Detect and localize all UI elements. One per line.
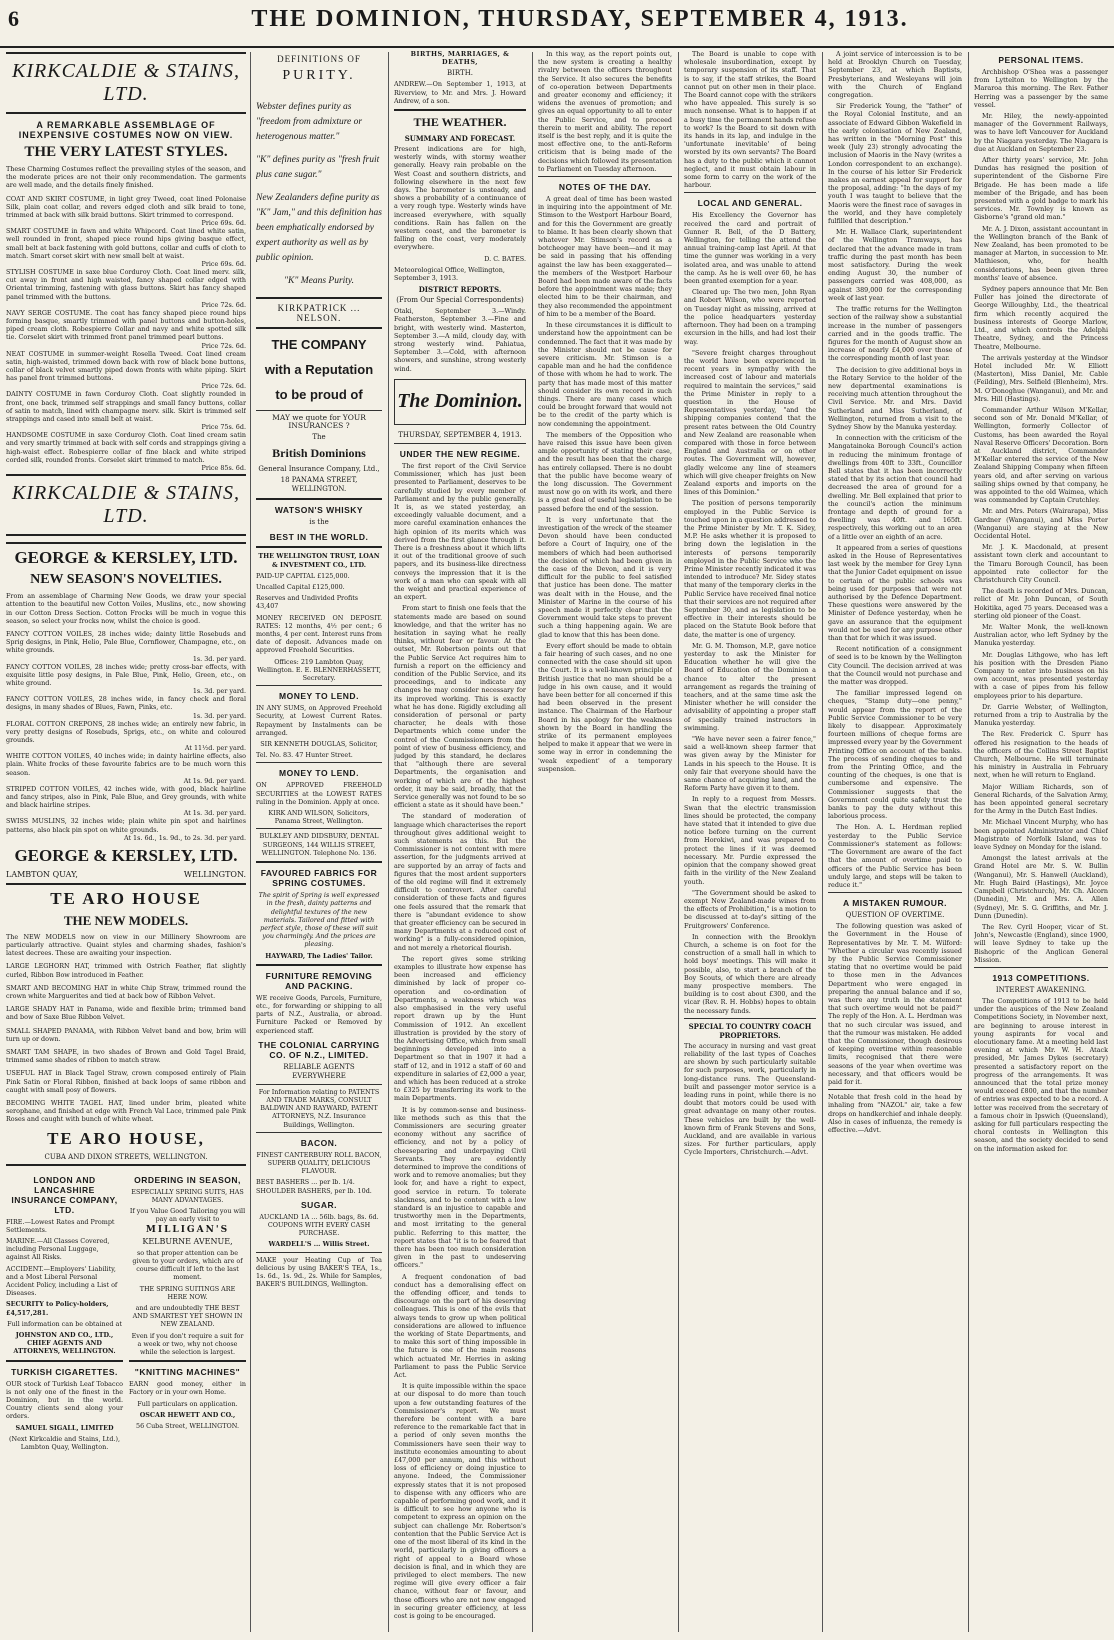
personal-para: Major William Richards, son of General Richards, of the Salvation Army, has been appointed general secretary for the Army in the Dutch East Indies. [974, 782, 1108, 816]
patent-ad: For Information relating to PATENTS AND TRADE MARKS, CONSULT BALDWIN AND RAYWARD, PATENT ATTORNEYS, N.Z. Insurance Buildings, Wellington. [258, 1087, 380, 1129]
weather-sub: SUMMARY AND FORECAST. [404, 134, 516, 144]
km-text: EARN good money, either in Factory or in your own Home. [129, 1380, 246, 1397]
trust-line: Reserves and Undivided Profits 43,407 [256, 594, 359, 611]
personal-para: Mr. Hiley, the newly-appointed manager of the Government Railways, was to have left Vancouver for Auckland by the Niagara yesterday. The Niagara is due at Auckland on September 23. [974, 112, 1108, 153]
bd-sub: General Insurance Company, Ltd., [258, 465, 380, 474]
te-aro-address: CUBA AND DIXON STREETS, WELLINGTON. [44, 1152, 208, 1161]
te-aro-item: SMALL SHAPED PANAMA, with Ribbon Velvet band and bow, brim will turn up or down. [6, 1026, 246, 1043]
trust-title: THE WELLINGTON TRUST, LOAN & INVESTMENT CO., LTD. [258, 552, 380, 569]
bacon-title: BACON. [300, 1137, 338, 1148]
kirkcaldie-lead: These Charming Costumes reflect the prevailing styles of the season, and the moderate prices are not their only recommendation. The garments are well made, and the details finely finished. [6, 165, 246, 190]
te-aro-item: BECOMING WHITE TAGEL HAT, lined under brim, pleated white serophane, and finished at edge with French Val Lace, trimmed pale Pink Roses and caught with bunch of white wheat. [6, 1099, 246, 1124]
company-line-2: with a Reputation [264, 362, 374, 377]
te-aro-item: USEFUL HAT in Black Tagel Straw, crown composed entirely of Plain Pink Satin or Floral Ribbon, finished at back loops of same ribbon and caught with small posy of flowers. [6, 1069, 246, 1094]
nazol-ad: Notable that fresh cold in the head by inhaling from "NAZOL" air, take a few drops on handkerchief and inhale deeply. Also in cases of influenza, the remedy is effective.—Advt. [828, 1093, 962, 1134]
trust-deposit: MONEY RECEIVED ON DEPOSIT. RATES: 12 months, 4½ per cent.; 6 months, 4 per cent. Interest runs from date of deposit. Advances made on approved Freehold Securities. [256, 613, 382, 655]
sugar-text: AUCKLAND 1A ... 56lb. bags, 8s. 6d. COUPONS WITH EVERY CASH PURCHASE. [259, 1212, 379, 1238]
local-para: Mr. G. M. Thomson, M.P., gave notice yesterday to ask the Minister for Education whether he will give the Board of Education of the Dominion a chance to alter the present arrangement as regards the training of teachers, and at the same time ask the Minister whether he will consider the advisability of appointing a proper staff of specially trained instructors in swimming. [684, 641, 816, 732]
ll-line: MARINE.—All Classes Covered, including Personal Luggage, against All Risks. [6, 1237, 110, 1262]
local-para: The traffic returns for the Wellington section of the railway show a substantial increase in the number of passengers carried and in the goods traffic. The figures for the month of August show an increase of nearly £4,000 over those of the corresponding month of last year. [828, 305, 962, 363]
column-rule [968, 52, 969, 1632]
editorial [394, 462, 526, 1620]
local-general [684, 211, 816, 1014]
personal-para: Mr. J. K. Macdonald, at present assistant town clerk and accountant to the Timaru Borough Council, has been appointed rate collector for the Christchurch City Council. [974, 543, 1108, 584]
tc-addr: (Next Kirkcaldie and Stains, Ltd.), Lambton Quay, Wellington. [9, 1434, 120, 1452]
oe-line: KELBURNE AVENUE, [142, 1236, 233, 1246]
district-sub: (From Our Special Correspondents) [396, 296, 524, 305]
editorial-para: A frequent condonation of bad conduct has a demoralising effect on the offending officer, and tends to discourage on the part of his deserving colleagues. This is one of the evils that always tends to grow up when political considerations are allowed to influence the working of State Departments, and to make this sort of thing impossible in the future is one of the main reasons which actuated Mr. Herries in asking Parliament to pass the Public Service Act. [394, 1272, 526, 1380]
personal-title: PERSONAL ITEMS. [998, 55, 1084, 65]
local-para: His Excellency the Governor has received the card and portrait of Gunner R. Bell, of the D Battery, Wellington, for telling the attend the annual training-camp last April. At that time the gunner was working in a very isolated area, and was unable to attend the camp. As he is well over 60, he has been granted exemption for a year. [684, 211, 816, 286]
competitions [974, 997, 1108, 1153]
district-title: DISTRICT REPORTS. [418, 285, 502, 295]
te-aro-item: SMART TAM SHAPE, in two shades of Brown and Gold Tagel Braid, trimmed same shades of ribbon to match straw. [6, 1048, 246, 1065]
oe-line: If you Value Good Tailoring you will pay an early visit to [129, 1207, 246, 1224]
personal-para: Archbishop O'Shea was a passenger from Lyttelton to Wellington by the Mararoa this morning. The Rev. Father Herring was a passenger by the same vessel. [974, 68, 1108, 109]
kirkcaldie-item: NAVY SERGE COSTUME. The coat has fancy shaped piece round hips forming basque, smartly trimmed with panel buttons and button-holes, piped cream cloth. Robespierre Collar and navy and white spotted silk tie. Corselet skirt with trimmed front panel trimmed pearl buttons. Price 72s. 6d. [6, 308, 246, 350]
oe-line: THE SPRING SUITINGS ARE HERE NOW. [139, 1284, 236, 1301]
local-continued [828, 50, 962, 889]
ll-line: Full information can be obtained at [7, 1319, 122, 1328]
column-rule [250, 52, 251, 1632]
london-lancashire-ad [6, 1170, 123, 1455]
local-para: In connection with the Brooklyn Church, a scheme is on foot for the construction of a small hall in which to hold boys' meetings. This will make it possible, also, to start a branch of the Boy Scouts, of which there are already many prospective members. The building is to cost about £300, and the vicar (Rev. R. H. Hobbs) hopes to obtain the necessary funds. [684, 932, 816, 1015]
competitions-title: 1913 COMPETITIONS. [992, 972, 1090, 983]
george-kersley-footer: GEORGE & KERSLEY, LTD. [14, 845, 238, 865]
gk-item: SWISS MUSLINS, 32 inches wide; plain white pin spot and hairlines patterns, also black pin spot on white grounds. At 1s. 6d., 1s. 9d., to 2s. 3d. per yard. [6, 817, 246, 842]
kirkcaldie-header: KIRKCALDIE & STAINS, LTD. [6, 52, 246, 114]
ll-line: SECURITY to Policy-holders, £4,517,281. [6, 1300, 109, 1317]
notes-title: NOTES OF THE DAY. [558, 182, 652, 193]
local-para: Mr. H. Wallace Clark, superintendent of the Wellington Tramways, has declared that the advance made in tram traffic during the past month has been most satisfactory. During the week ending August 30, the number of passengers carried was 408,000, as against 389,000 for the corresponding week of last year. [828, 228, 962, 302]
colonial-title: THE COLONIAL CARRYING CO. OF N.Z., LIMITED. [258, 1039, 380, 1060]
bacon-text: FINEST CANTERBURY ROLL BACON, SUPERB QUALITY, DELICIOUS FLAVOUR. [256, 1150, 382, 1176]
personal-para: Commander Arthur Wilson M'Kellar, second son of Mr. Donald M'Kellar, of Wellington, formerly Collector of Customs, has been awarded the Royal Naval Reserve Officers' Decoration. Born at Auckland district, Commander M'Kellar entered the service of the New Zealand Shipping Company when fifteen years old, and after serving on various sailing ships owned by that company, he was appointed to the old Waimea, which was commanded by Captain Crutchley. [974, 405, 1108, 505]
ll-line: ACCIDENT.—Employers' Liability, and a Most Liberal Personal Accident Policy, including a List of Diseases. [6, 1264, 118, 1298]
personal-items [974, 68, 1108, 964]
personal-para: Mr. Walter Monk, the well-known Australian actor, who left Sydney by the Manuka yesterday. [974, 623, 1108, 648]
personal-para: The Rev. Cyril Hooper, vicar of St. John's, Newcastle (England), since 1900, will leave Sydney to take up the Bishopric of the Anglican General Mission. [974, 922, 1108, 964]
purity-heading: PURITY. [282, 68, 356, 83]
ll-line: FIRE.—Lowest Rates and Prompt Settlements. [6, 1217, 115, 1234]
birth-label: BIRTH. [446, 69, 474, 78]
gk-item: WHITE COTTON VOILES, 40 inches wide; in dainty hairline effects, also plain. White frocks of these favourite fabrics are to be much worn this season. At 1s. 9d. per yard. [6, 752, 246, 785]
editorial-para: The report gives some striking examples to illustrate how expense has been increased and efficiency diminished by lack of proper co-operation and co-ordination of Departments, a weakness which was also emphasised in the very useful report drawn up by the Hunt Commission of 1912. An excellent illustration is provided by the story of the Advertising Office, which from small beginnings developed into a Department so that in 1907 it had a staff of 12, and in 1912 a staff of 60 and expenditure in salaries of £2,000 a year, and which has been reduced at a stroke to £325 by transferring its work to the main Departments. [394, 954, 526, 1103]
trust-line: Uncalled Capital £125,000. [256, 583, 345, 592]
oe-title: ORDERING IN SEASON, [134, 1174, 241, 1185]
personal-para: Mr. A. J. Dixon, assistant accountant in the Wellington branch of the Bank of New Zealand, has been promoted to be manager at Marton, in succession to Mr. Mathieson, who, for health considerations, has been given three months' leave of absence. [974, 224, 1108, 282]
special-text: The accuracy in nursing and vast great reliability of the last types of Coaches are shown by such particularly suitable for such purposes, work, particularly in long-distance runs. The Queensland-built and passenger motor service is a leading runs in point, while there is no doubt that motors could be used with great advantage on many other routes. These vehicles are built by the well-known firm of Frank Stevens and Sons, Auckland, and are available in various sizes. For further particulars, apply Cycle Importers, Christchurch.—Advt. [684, 1041, 816, 1157]
george-kersley-address [6, 870, 246, 879]
km-title: "KNITTING MACHINES" [134, 1367, 241, 1378]
local-title: LOCAL AND GENERAL. [697, 198, 803, 209]
address-right: WELLINGTON. [183, 869, 246, 879]
kirkcaldie-item: SMART COSTUME in fawn and white Whipcord. Coat lined white satin, well rounded in front, shaped piece round hips giving basque effect, small belt at back fastening with gold buttons, collar and cuffs of cloth to match. Smart corset skirt with new small belt at waist. Price 69s. 6d. [6, 227, 246, 269]
column-3 [394, 50, 526, 1632]
gk-item: STRIPED COTTON VOILES, 42 inches wide, with good, black hairline and fancy stripes, also in Pink, Pale Blue, and Grey grounds, with white and black hairline stripes. At 1s. 3d. per yard. [6, 784, 246, 818]
address-left: LAMBTON QUAY, [6, 869, 78, 879]
te-aro-item: LARGE SHADY HAT in Panama, wide and flexible brim; trimmed band and bow of Saxe Blue Ribbon Velvet. [6, 1005, 246, 1022]
milligan-ad [129, 1170, 246, 1455]
ll-title: LONDON AND LANCASHIRE INSURANCE COMPANY, LTD. [11, 1174, 118, 1215]
editorial-para: The first report of the Civil Service Commissioner, which has just been presented to Parliament, deserves to be carefully studied by every member of Parliament and by the public generally. It is, as we stated yesterday, an exceedingly valuable document, and a more careful examination enhances the high opinion of its merits which was derived from the first glance through it. There is a freshness about it which lifts it out of the traditional groove of such papers, and its business-like directness conveys the impression that it is the work of a man who can speak with all the weight and practical experience of an expert. [394, 461, 526, 602]
mistaken-rumour [828, 922, 962, 1086]
notes-para: The members of the Opposition who have raised this issue have been given ample opportunity of stating their case, and the result has been that the charge has entirely collapsed. There is no doubt that the public have become weary of the long discussion. The Government must now go on with its work, and there is a great deal of useful legislation to be passed before the end of the session. [538, 430, 672, 513]
editorial-para: It is by common-sense and business-like methods such as this that the Commissioners are securing greater economy without any sacrifice of efficiency, and not by a policy of cheeseparing and underpaying Civil Servants. They are evidently determined to improve the conditions of work and to remove anomalies; but they look for, and have a right to expect, good service in return. To tolerate slackness, and to be content with a low standard is an injustice to capable and trustworthy men in the Departments, and most irritating to the general public. Referring to this matter, the report states that "it is to be feared that there has been too much consideration given in the past to undeserving officers." [394, 1105, 526, 1270]
kirkcaldie-footer: KIRKCALDIE & STAINS, LTD. [6, 474, 246, 536]
personal-para: Sydney papers announce that Mr. Ben Fuller has joined the directorate of George Willoughby, Ltd., the theatrical firm which recently acquired the business interests of George Marlow, Ltd., and which controls the Adelphi Theatre, Sydney, and the Princess Theatre, Melbourne. [974, 285, 1108, 351]
weather-sig: D. C. BATES. [484, 254, 526, 263]
newspaper-title: THE DOMINION, THURSDAY, SEPTEMBER 4, 1913. [251, 6, 909, 32]
editorial-para: The standard of moderation of language which characterises the report throughout gives additional weight to such statements as this. But the Commissioner is not content with mere assertion, for the judgments arrived at are supported by an array of facts and figures that the most ardent supporters of the old regime will find it extremely difficult to controvert. After careful consideration of these facts and figures one feels assured that the remark that there is "abundant evidence to show that greater efficiency can be secured in many Departments at a reduced cost of working" is a fully-considered opinion, and not merely a rhetorical flourish. [394, 812, 526, 952]
mistaken-rumour-sub: QUESTION OF OVERTIME. [845, 911, 945, 920]
local-para: Sir Frederick Young, the "father" of the Royal Colonial Institute, and an associate of Edward Gibbon Wakefield in the early colonisation of New Zealand, has written in the "Morning Post" this week (July 23) strongly advocating the inclusion of Maoris in the Navy (writes a London correspondent to an exchange). In the course of his letter Sir Frederick makes an earnest appeal for support for the proposal, adding: "In the days of my youth I was taught to believe that the Maoris were the finest race of savages in the world, and they have completely fulfilled that description." [828, 102, 962, 226]
column-rule [678, 52, 679, 1632]
personal-para: The arrivals yesterday at the Windsor Hotel included Mr. W. Elliott (Masterton), Miss Daniel, Mr. Cable (Feilding), Mrs. Selfield (Blenheim), Mrs. M. O'Donoghue (Wanganui), and Mr. and Mrs. Hill (Hastings). [974, 353, 1108, 403]
kirkcaldie-item: HANDSOME COSTUME in saxe Corduroy Cloth. Coat lined cream satin and very smartly trimmed at back with self cords and strappings giving a high-waist effect. Robespierre collar of fine black and white striped corded silk, rounded fronts. Corselet skirt trimmed to match. Price 85s. 6d. [6, 431, 246, 473]
masthead [0, 0, 1114, 48]
notes-para: The Board is unable to cope with wholesale insubordination, except by temporary suspension of its staff. That is to say, if the staff strikes, the Board cannot put on other men in their place. The Board cannot cope with the strikers who have appealed. This surely is so much nonsense. What is to happen if at a busy time the permanent hands refuse to work? Is the Board to sit down with its hands in its lap, and indulge in the 'unfortunate inevitable' of being worsted by its own servants? The Board has a duty to the public which it cannot neglect, and it must obtain labour in some form to carry on the work of the harbour. [684, 50, 816, 190]
tc-sig: SAMUEL SIGALL, LIMITED [15, 1423, 114, 1432]
local-para: The decision to give additional boys in the Rotary Service to the holder of the new departmental examinations is receiving much attention throughout the Civil Service. Mr. and Mrs. David Sutherland and Miss Sutherland, of Wellington, returned from a visit to the Sydney Show by the Manuka yesterday. [828, 365, 962, 431]
competitions-text: The Competitions of 1913 to be held under the auspices of the New Zealand Competitions Society, in November next, are beginning to arouse interest in young aspirants for vocal and elocutionary fame. At a meeting held last evening at which Mr. W. H. Atack presided, Mr. James Dykes (secretary) presented a satisfactory report on the progress of the arrangements. It was announced that the total prize money would exceed £800, and that the number of entries was expected to be a record. A letter was received from the secretary of a famous choir in Ipswich (Queensland), asking for full particulars respecting the choral contests in Wellington this season, and the society decided to send on the information asked for. [974, 996, 1108, 1153]
definitions-label: DEFINITIONS OF [277, 54, 361, 64]
webster-definition: Webster defines purity as "freedom from admixture or heterogenous matter." [256, 102, 363, 142]
lend1-sig: SIR KENNETH DOUGLAS, Solicitor, [260, 740, 378, 749]
kirkcaldie-item: NEAT COSTUME in summer-weight Rosella Tweed. Coat lined cream satin, high-waisted, trimmed down back with row of black bone buttons, collar of black velvet smartly piped down fronts with white piping. Skirt has panel front trimmed buttons. Price 72s. 6d. [6, 349, 246, 391]
oe-line: so that proper attention can be given to your orders, which are of course difficult if left to the last moment. [132, 1248, 243, 1282]
editorial-continued [538, 50, 672, 173]
birth-notice: ANDREW.—On September 1, 1913, at Riverview, to Mr. and Mrs. J. Howard Andrew, of a son. [394, 80, 526, 105]
column-6 [828, 50, 962, 1632]
gk-item: FANCY COTTON VOILES, 28 inches wide, in fancy check and floral designs, in many shades of Blues, Fawn, Pinks, etc. 1s. 3d. per yard. [6, 695, 246, 720]
local-para: The position of persons temporarily employed in the Public Service is touched upon in a question addressed to the Prime Minister by Mr. T. K. Sidey, M.P. He asks whether it is proposed to bring down the legislation in the interests of persons temporarily employed in the Public Service who the Prime Minister recently indicated it was intended to introduce? Mr. Sidey states that many of the temporary clerks in the Public Service have received final notice that their services are not required after September 30, and as legislation to be effective in their interests should be placed on the Statute Book before that date, the matter is one of urgency. [684, 499, 816, 639]
notes-para: In these circumstances it is difficult to understand how the appointment can be condemned. The fact that it was made by the Minister should not be cause for severe criticism. Mr. Stimson is a capable man and he had the confidence of those with whom he had to work. The party that has made most of this matter should consider its own record in such things. There are many cases which could be brought forward that would not be to the credit of the party which is now condemning the appointment. [538, 321, 672, 428]
british-dominions: British Dominions [272, 446, 366, 461]
column-7 [974, 50, 1108, 1632]
kirkcaldie-items [6, 195, 246, 472]
notes-para: A great deal of time has been wasted in inquiring into the appointment of Mr. Stimson to the Westport Harbour Board, and for this the Government are greatly to blame. It has been clearly shown that whatever Mr. Stimson's record as a botcheoger may have been—and it may be said in passing that his offending against the law has been exaggerated—the members of the Westport Harbour Board had been made aware of the facts before the appointment was made; they elected him to be their chairman, and they also recommended the appointment of him to be a member of the Board. [538, 195, 672, 318]
george-kersley-lead: From an assemblage of Charming New Goods, we draw your special attention to the beautiful new Cotton Voiles, Muslins, etc., now showing in our Cotton Dress Section. Cotton Frocks will be much in vogue this season, so select your frocks now, whilst the choice is good. [6, 592, 246, 625]
company-line-1: THE COMPANY [271, 337, 367, 352]
k-definition: "K" defines purity as "fresh fruit plus cane sugar." [256, 155, 380, 180]
ll-line: JOHNSTON AND CO., LTD., CHIEF AGENTS AND ATTORNEYS, WELLINGTON. [13, 1331, 116, 1356]
weather-office: Meteorological Office, Wellington, September 3, 1913. [394, 265, 505, 283]
date-line: THURSDAY, SEPTEMBER 4, 1913. [398, 430, 522, 439]
k-means-purity: "K" Means Purity. [284, 276, 354, 286]
page-number: 6 [8, 6, 19, 31]
column-rule [532, 52, 533, 1632]
dominion-flag: The Dominion. [394, 379, 526, 425]
personal-para: Mr. Michael Vincent Murphy, who has been appointed Administrator and Chief Magistrate of Norfolk Island, was to leave Sydney on Monday for the island. [974, 818, 1108, 852]
bd-address: 18 PANAMA STREET, WELLINGTON. [280, 476, 358, 494]
column-4 [538, 50, 672, 1632]
fabrics-sig: HAYWARD, The Ladies' Tailor. [265, 951, 373, 960]
wardell-sig: WARDELL'S ... Willis Street. [268, 1240, 370, 1249]
editorial-title: UNDER THE NEW REGIME. [399, 448, 521, 459]
personal-para: Mr. Douglas Lithgowe, who has left his position with the Dresden Piano Company to enter into business on his own account, was presented yesterday with a case of pipes from his fellow employees prior to his departure. [974, 650, 1108, 700]
whisky-1: WATSON'S WHISKY [274, 505, 364, 516]
kirkcaldie-item: STYLISH COSTUME in saxe blue Corduroy Cloth. Coat lined merv. silk, cut away in front and high waisted, fancy shaped collar edged with Oriental trimming, fastening with glass buttons. Skirt has fancy shaped panel trimmed with the buttons. Price 72s. 6d. [6, 268, 246, 309]
local-para: Recent notification of a consignment of seed is to be known by the Wellington City Council. The decision arrived at was that the Council would not purchase and the matter was dropped. [828, 645, 962, 687]
notes-para: It is very unfortunate that the investigation of the wreck of the steamer Devon should have been conducted before a Court of Inquiry, one of the members of which had been authorised the decision of which had been given in the case of the Devon, and it is very difficult for the public to feel satisfied that justice has been done. The matter was dealt with in the House, and the Minister of Marine in the course of his speech made it perfectly clear that the Government would take steps to prevent such a thing happening again. We are glad to know that this has been done. [538, 515, 672, 639]
george-kersley-header: GEORGE & KERSLEY, LTD. [6, 542, 246, 568]
lend1-text: IN ANY SUMS, on Approved Freehold Security, at Lowest Current Rates. Repayment by Instalments can be arranged. [256, 704, 382, 737]
company-line-3: to be proud of [275, 387, 363, 402]
lend2-text: ON APPROVED FREEHOLD SECURITIES at the LOWEST RATES ruling in the Dominion. Apply at once. [256, 781, 382, 806]
column-rule [388, 52, 389, 1632]
lend2-sig: KIRK AND WILSON, Solicitors, Panama Street, Wellington. [268, 809, 370, 826]
the-label: The [312, 433, 326, 442]
km-sig: OSCAR HEWETT AND CO., [139, 1410, 236, 1419]
insure-line: MAY we quote for YOUR INSURANCES ? [272, 413, 366, 431]
dentist-ad: BULKLEY AND DIDSBURY, DENTAL SURGEONS, 144 WILLIS STREET, WELLINGTON. Telephone No. 136. [259, 832, 379, 857]
oe-line: ESPECIALLY SPRING SUITS, HAS MANY ADVANTAGES. [131, 1187, 244, 1204]
colonial-sub: RELIABLE AGENTS EVERYWHERE [283, 1062, 355, 1080]
local-para: The Hon. A. L. Herdman replied yesterday to the Public Service Commissioner's statement as follows: "The Government are aware of the fact that the amount of overtime paid to officers of the Public Service has been unduly large, and steps will be taken to reduce it." [828, 823, 962, 889]
bmd-header: BIRTHS, MARRIAGES, & DEATHS, [410, 50, 510, 67]
local-para: In reply to a request from Messrs. Swan that the electric transmission lines should be protected, the company have stated that it intended to give due notice before turning on the current from Horokiwi, and was prepared to protect the lines if it was deemed necessary. Mr. Purdie expressed the opinion that the company showed great faith in the virility of the New Zealand youth. [684, 795, 816, 886]
kirkcaldie-intro: A REMARKABLE ASSEMBLAGE OF INEXPENSIVE COSTUMES NOW ON VIEW. [18, 120, 234, 140]
column-rule [822, 52, 823, 1632]
local-para: "We have never seen a fairer fence," said a well-known sheep farmer that was given away by the Minister for Lands in his speech to the House. It is only fair that everyone should have the same chance of acquiring land, and the Reform Party have given it to them. [684, 735, 816, 793]
bottom-ads [6, 1164, 246, 1455]
local-para: "The Government should be asked to exempt New Zealand-made wines from the effects of Prohibition," is a motion to be discussed at to-day's sitting of the Fruitgrowers' Conference. [684, 888, 816, 930]
oe-line: MILLIGAN'S [145, 1225, 230, 1236]
bacon-prices: BEST BASHERS ... per lb. 1/4. SHOULDER BASHERS, per lb. 10d. [256, 1178, 372, 1195]
kirkcaldie-styles: THE VERY LATEST STYLES. [24, 144, 228, 160]
column-1 [6, 50, 246, 1632]
furniture-text: WE receive Goods, Parcels, Furniture, etc., for forwarding or shipping to all parts of N.Z., Australia, or abroad. Furniture Packed or Removed by experienced staff. [256, 993, 382, 1035]
local-para: A joint service of intercession is to be held at Brooklyn Church on Tuesday, September 23, at which Baptists, Presbyterians, and Wesleyans will join with the Church of England congregation. [828, 50, 962, 100]
editorial-para: From start to finish one feels that the statements made are based on sound knowledge, and that the writer has no hesitation in saying what he really thinks, without fear or favour. At the outset, Mr. Robertson points out that the Public Service Act requires him to furnish a report on the efficiency and condition of the Public Service, and its proceedings, and to indicate any changes he may consider necessary for its improved working. This is exactly what he has done. Rigidly excluding all consideration of personal or party character, he deals with those Departments which come under the control of the Commissioners from the point of view of business efficiency, and judged by this standard, he declares that "although there are several Departments, the organisation and working of which are of the highest order, it may be said, broadly, that the Service generally was not found to be so efficient a state as it should have been." [394, 604, 526, 810]
baker-tea-ad: MAKE your Heating Cup of Tea delicious by using BAKER'S TEA, 1s., 1s. 6d., 1s. 9d., 2s. While for Samples, BAKER'S BUILDINGS, Wellington. [256, 1255, 382, 1289]
personal-para: After thirty years' service, Mr. John Dundas has resigned the position of superintendent of the Gisborne Fire Brigade. He has been made a life member of the Brigade, and has been presented with a gold badge to mark his services. Mr. Townley is known as Gisborne's "grand old man." [974, 156, 1108, 222]
local-para: Cleared up: The two men, John Ryan and Robert Wilson, who were reported on Tuesday night as missing, arrived at the police headquarters yesterday afternoon. They had been on a tramping excursion in the hills, and had lost their way. [684, 288, 816, 346]
personal-para: Dr. Garrie Webster, of Wellington, returned from a trip to Australia by the Manuka yesterday. [974, 702, 1108, 728]
notes [538, 195, 672, 773]
lend2-title: MONEY TO LEND. [279, 768, 359, 779]
weather-text: Present indications are for high, westerly winds, with stormy weather generally. Heavy rain probable on the West Coast and southern districts, and following elsewhere in the next few days. The barometer is unsteady, and shows a probability of a continuance of a very rough type. Westerly winds have increased everywhere, with squally conditions. Rain has fallen on the western coast, and the barometer is falling on the coast, very moderately everywhere. [394, 145, 526, 252]
te-aro-item: LARGE LEGHORN HAT, trimmed with Ostrich Feather, flat slightly curled, Ribbon Bow introduced in Feather. [6, 962, 246, 979]
local-para: "Severe freight charges throughout the world have been experienced in recent years in sympathy with the increased cost of labour and materials required to maintain the services," said the Prime Minister in reply to a question in the House of Representatives yesterday, "and the shipping companies contend that the present rates between the Old Country and New Zealand are reasonable when compared with those in force between England and Australia or on other routes. The Government will, however, gladly welcome any line of steamers which will give cheaper freights on New Zealand exports and imports on the lines of this Dominion." [684, 348, 816, 497]
fabrics-title: FAVOURED FABRICS FOR SPRING COSTUMES. [260, 868, 378, 889]
whisky-2: is the [309, 518, 329, 527]
notes-para: Every effort should be made to obtain a fair hearing of such cases, and no one connected with the case should sit upon the Court. It is a well-known principle of British justice that no man should be a judge in his own cause, and it would have been better for all concerned if this had been observed in the present instance. The Chairman of the Harbour Board in his apology for the weakness shown by the Board in handling the strike of its permanent employees helped to make it appear that we were in some way in error in condemning the 'weak expedient' of a temporary suspension. [538, 641, 672, 773]
gk-item: FANCY COTTON VOILES, 28 inches wide; dainty little Rosebuds and Sprig designs, in Pink, Helio, Pale Blue, Cornflower, Champagne, etc., on white grounds. 1s. 3d. per yard. [6, 629, 246, 663]
nz-definition: New Zealanders define purity as "K" Jam," and this definition has been emphatically endorsed by expert authority as well as by public opinion. [256, 193, 382, 263]
lend1-title: MONEY TO LEND. [279, 691, 359, 702]
special-title: SPECIAL TO COUNTRY COACH PROPRIETORS. [688, 1021, 812, 1040]
trust-line: PAID-UP CAPITAL £125,000. [256, 571, 350, 580]
furniture-title: FURNITURE REMOVING AND PACKING. [265, 970, 373, 991]
tc-text: OUR stock of Turkish Leaf Tobacco is not only one of the finest in the Dominion, but in the world. Country clients send along your orders. [6, 1379, 123, 1421]
personal-para: Amongst the latest arrivals at the Grand Hotel are Mr. S. W. Bullin (Wanganui), Mr. S. Hanwell (Auckland), Mr. Hugh Baird (Hastings), Mr. Joyce Campbell (Christchurch), Mr. Ch. Alcorn (Dunedin), Mr. and Mrs. A. Allen (Sydney), Mr. S. G. Griffiths, and Mr. J. Dunn (Dunedin). [974, 854, 1108, 920]
te-aro-lead: The NEW MODELS now on view in our Millinery Showroom are particularly attractive. Quaint styles and charming shades, fashion's latest decrees. These are awaiting your inspection. [6, 932, 246, 958]
sugar-title: SUGAR. [300, 1199, 338, 1210]
george-kersley-novelties: NEW SEASON'S NOVELTIES. [30, 572, 222, 588]
oe-line: Even if you don't require a suit for a week or two, why not choose while the selection is largest. [131, 1331, 244, 1357]
competitions-sub: INTEREST AWAKENING. [995, 985, 1087, 994]
mistaken-rumour-title: A MISTAKEN RUMOUR. [843, 898, 947, 909]
weather-title: THE WEATHER. [413, 115, 507, 130]
tc-title: TURKISH CIGARETTES. [11, 1366, 118, 1377]
km-sub: Full particulars on application. [137, 1399, 238, 1408]
column-5 [684, 50, 816, 1632]
kirkcaldie-item: DAINTY COSTUME in fawn Corduroy Cloth. Coat slightly rounded in front, one back, trimmed self strappings and small fancy buttons, collar of satin to match, lined with champagne merv. silk. Skirt is trimmed self strappings and cased into small belt at waist. Price 75s. 6d. [6, 390, 246, 432]
kirkpatrick-nelson: KIRKPATRICK ... NELSON. [277, 303, 361, 323]
gk-item: FLORAL COTTON CREPONS, 28 inches wide; an entirely new fabric, in very pretty designs of Rosebuds, Sprigs, etc., on white and coloured grounds. At 11½d. per yard. [6, 719, 246, 753]
local-para: In connection with the criticism of the Mangatainoka Borough Council's action in reducing the minimum frontage of dwellings from 40ft to 33ft., Councillor Bell states that it has been incorrectly stated that by its action that council had decreased the area of ground for a dwelling. Mr. Bell explained that prior to the council's action the minimum frontage and depth of ground for a dwelling was 40ft. and 165ft. respectively, this working out to an area of a little over an eighth of an acre. [828, 434, 962, 541]
km-addr: 56 Cuba Street, WELLINGTON. [136, 1422, 239, 1431]
editorial-para: In this way, as the report points out, the new system is creating a healthy rivalry between the officers throughout the Service. It also secures the benefits of co-operation between Departments and greater economy and efficiency; it widens the avenues of promotion; and gives an equal opportunity to all to enter the Public Service, and to proceed therein to merit and ability. The report itself is the best reply, and it is quite the most effective one, to the anti-Reform criticism that is being made of the decisions which followed its presentation to Parliament on Tuesday afternoon. [538, 50, 672, 173]
te-aro-header: TE ARO HOUSE [6, 883, 246, 909]
te-aro-item: SMART AND BECOMING HAT in white Chip Straw, trimmed round the crown white Marguerites and tied at back bow of Ribbon Velvet. [6, 983, 246, 1000]
local-para: It appeared from a series of questions asked in the House of Representatives last week by the member for Grey Lynn that the Junior Cadet equipment on issue to certain of the public schools was being used for purposes that were not authorised by the Defence Department. These questions were answered by the Minister of Defence yesterday, when he gave an assurance that the equipment would not be used for any purpose other than that for which it was issued. [828, 543, 962, 643]
personal-para: The Rev. Frederick C. Spurr has offered his resignation to the heads of the officers of the Collins Street Baptist Church, Melbourne. He will terminate his ministry in Australia in February next, when he will return to England. [974, 730, 1108, 780]
district-text: Otaki, September 3.—Windy. Featherston, September 3.—Fine and bright, with westerly wind. Masterton, September 3.—A mild, cloudy day, with strong westerly wind. Pahiatua, September 3.—Cold, with afternoon showers, and sunshine, strong westerly wind. [394, 307, 526, 373]
notes-continued [684, 50, 816, 189]
george-kersley-items [6, 630, 246, 842]
mistaken-rumour-text: The following question was asked of the Government in the House of Representatives by Mr. T. M. Wilford: "Whether a circular was recently issued by the Public Service Commissioner stating that no overtime would be paid to those men in the Advances Department who were engaged in preparing the annual balance and if so, was there any truth in the statement that such overtime would not be paid?" The reply of the Hon. A. L. Herdman was that no such circular was issued, and that the rumour was mistaken. He added that the Commissioner, though desirous of keeping overtime within reasonable limits, recognised that there were seasons of the year when overtime was necessary, and that officers would be paid for it. [828, 922, 962, 1086]
fabrics-text: The spirit of Spring is well expressed in the fresh, dainty patterns and delightful textures of the new materials. Tailored and fitted with perfect style, those of these will suit you charmingly. And the prices are pleasing. [258, 891, 380, 949]
column-2 [256, 50, 382, 1632]
kirkcaldie-item: COAT AND SKIRT COSTUME, in light grey Tweed, coat lined Polonaise Silk, plain coat collar, and revers edged cloth and silk braid to tone, trimmed at back with silk braid buttons. Skirt trimmed to correspond. Price 69s. 6d. [6, 194, 246, 228]
personal-para: Mr. and Mrs. Peters (Wairarapa), Miss Gardner (Wanganui), and Miss Porter (Wanganui) are staying at the New Occidental Hotel. [974, 507, 1108, 540]
oe-line: and are undoubtedly THE BEST AND SMARTEST YET SHOWN IN NEW ZEALAND. [132, 1304, 243, 1329]
editorial-para: It is quite impossible within the space at our disposal to do more than touch upon a few outstanding features of the Commissioner's report. We must therefore be content with a bare reference to the remarkable fact that in a period of only seven months the Commissioners have seen their way to institute economies amounting to about £47,000 per annum, and this without loss of efficiency or doing injustice to anyone. Indeed, the Commissioner expressly states that it is not proposed to dispense with any officers who are capable of performing good work, and it is difficult to see how anyone who is competent to express an opinion on the subject can challenge Mr. Robertson's contention that the Public Service Act is one of the most liberal of its kind in the world, particularly in giving officers a right of appeal to a Board whose decision is final, and in which they are privileged to elect members. The new regime will give every officer a fair chance, without fear or favour, and those officers who are not now engaged in securing greater efficiency, at less cost is going to be encouraged. [394, 1382, 526, 1620]
whisky-3: BEST IN THE WORLD. [269, 532, 369, 543]
te-aro-footer: TE ARO HOUSE, [47, 1128, 205, 1148]
gk-item: FANCY COTTON VOILES, 28 inches wide; pretty cross-bar effects, with exquisite little posy designs, in Pale Blue, Pink, Helio, Green, etc., on white ground. 1s. 3d. per yard. [6, 662, 246, 696]
local-para: The familiar impressed legend on cheques, "Stamp duty—one penny," would appear from the report of the Public Service Commissioner to be very likely to disappear. Approximately fourteen millions of cheque forms are impressed every year by the Government Printing Office on account of the banks. The process of sending cheques to and from the Printing Office, and the counting of the cheques, is one that is cumbersome and expensive. The Commissioner suggests that the Government could quite safely trust the banks to pay the duty without this laborious process. [828, 689, 962, 821]
lend1-tel: Tel. No. 83. 47 Hunter Street. [256, 751, 353, 760]
trust-address: Offices: 219 Lambton Quay, Wellington. E. E. BLENNERHASSETT, Secretary. [257, 657, 381, 683]
personal-para: The death is recorded of Mrs. Duncan, relict of Mr. John Duncan, of South Hokitika, aged 75 years. Deceased was a sterling old pioneer of the Coast. [974, 587, 1108, 620]
te-aro-models: THE NEW MODELS. [63, 912, 189, 928]
